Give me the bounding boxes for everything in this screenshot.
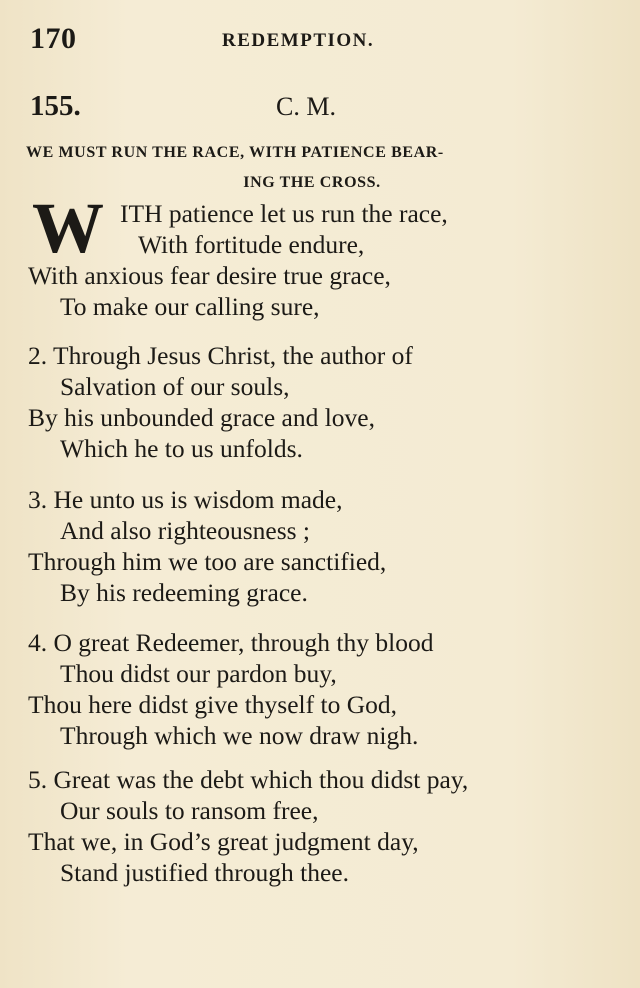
verse-line: ITH patience let us run the race, (120, 199, 448, 228)
verse-1 (28, 188, 618, 322)
page-header (30, 22, 610, 62)
verse-line: And also righteousness ; (60, 516, 311, 545)
verse-3 (28, 484, 618, 608)
verse-line: By his unbounded grace and love, (28, 403, 376, 432)
page-number: 170 (30, 22, 77, 55)
verse-line: 3. He unto us is wisdom made, (28, 485, 343, 514)
verse-line: Through him we too are sanctified, (28, 547, 387, 576)
verse-line: To make our calling sure, (60, 292, 320, 321)
verse-line: By his redeeming grace. (60, 578, 308, 607)
hymn-number: 155. (30, 90, 81, 122)
verse-4 (28, 627, 618, 751)
hymn-meter: C. M. (276, 92, 336, 121)
verse-line: Thou didst our pardon buy, (60, 659, 337, 688)
verse-line: 2. Through Jesus Christ, the author of (28, 341, 413, 370)
verse-line: With anxious fear desire true grace, (28, 261, 391, 290)
verse-5 (28, 764, 618, 888)
running-head: REDEMPTION. (222, 30, 375, 51)
verse-line: 4. O great Redeemer, through thy blood (28, 628, 434, 657)
verse-line: Thou here didst give thyself to God, (28, 690, 397, 719)
verse-2 (28, 340, 618, 464)
verse-line: 5. Great was the debt which thou didst pay, (28, 765, 469, 794)
verse-line: Our souls to ransom free, (60, 796, 319, 825)
hymn-subtitle (26, 138, 616, 198)
subtitle-line-2: ING THE CROSS. (243, 174, 381, 191)
verse-line: Which he to us unfolds. (60, 434, 303, 463)
verse-line: With fortitude endure, (138, 230, 365, 259)
subtitle-line-1: WE MUST RUN THE RACE, WITH PATIENCE BEAR- (26, 144, 444, 161)
verse-line: Salvation of our souls, (60, 372, 290, 401)
verse-line: Through which we now draw nigh. (60, 721, 419, 750)
drop-cap: W (32, 188, 104, 268)
verse-line: Stand justified through thee. (60, 858, 349, 887)
verse-line: That we, in God’s great judgment day, (28, 827, 419, 856)
